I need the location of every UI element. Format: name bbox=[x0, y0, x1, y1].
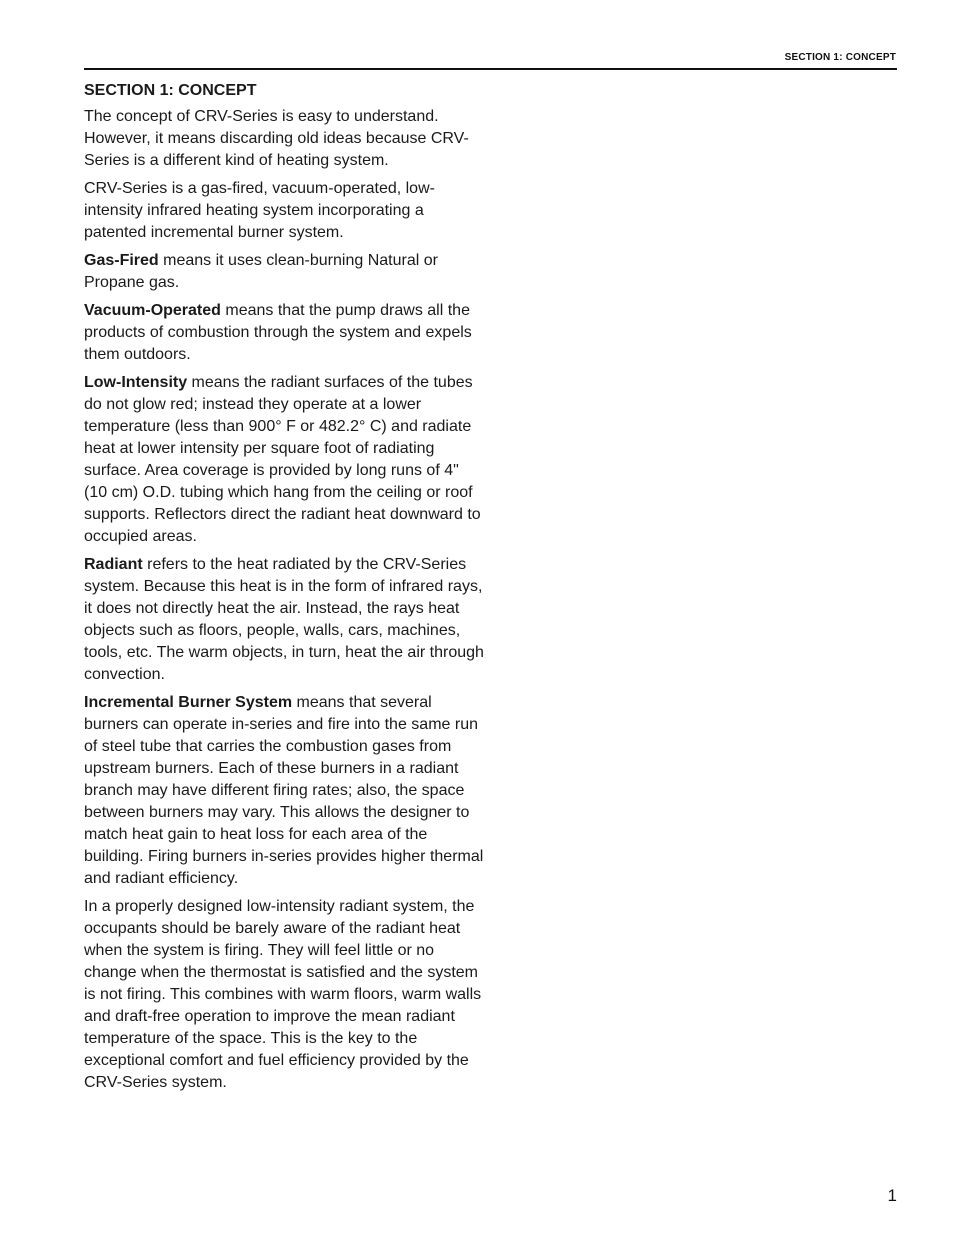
paragraph-text: CRV-Series is a gas-fired, vacuum-operated, low-intensity infrared heating system incorporating a patented incremental burner system. bbox=[84, 180, 435, 241]
running-header: SECTION 1: CONCEPT bbox=[784, 52, 896, 63]
term-gas-fired: Gas-Fired bbox=[84, 252, 159, 269]
paragraph-text: refers to the heat radiated by the CRV-Series system. Because this heat is in the form of infrared rays, it does not directly heat the air. Instead, the rays heat objects such as floors, people, walls, cars, machines, tools, etc. The warm objects, in turn, heat the air through convection. bbox=[84, 556, 484, 683]
main-column bbox=[84, 80, 486, 1100]
term-incremental-burner-system: Incremental Burner System bbox=[84, 694, 293, 711]
header-rule bbox=[84, 68, 897, 70]
paragraph-text: In a properly designed low-intensity radiant system, the occupants should be barely aware of the radiant heat when the system is firing. They will feel little or no change when the thermostat is satisfied and the system is not firing. This combines with warm floors, warm walls and draft-free operation to improve the mean radiant temperature of the space. This is the key to the exceptional comfort and fuel efficiency provided by the CRV-Series system. bbox=[84, 898, 482, 1091]
paragraph-vacuum-operated bbox=[84, 300, 486, 366]
paragraph-intro bbox=[84, 106, 486, 172]
paragraph-text: means that the pump draws all the products of combustion through the system and expels them outdoors. bbox=[84, 302, 472, 363]
term-low-intensity: Low-Intensity bbox=[84, 374, 188, 391]
paragraph-conclusion bbox=[84, 896, 486, 1094]
paragraph-gas-fired bbox=[84, 250, 486, 294]
paragraph-overview bbox=[84, 178, 486, 244]
paragraph-text: means the radiant surfaces of the tubes do not glow red; instead they operate at a lower temperature (less than 900° F or 482.2° C) and radiate heat at lower intensity per square foot of radiating surface. Area coverage is provided by long runs of 4" (10 cm) O.D. tubing which hang from the ceiling or roof supports. Reflectors direct the radiant heat downward to occupied areas. bbox=[84, 374, 481, 545]
term-vacuum-operated: Vacuum-Operated bbox=[84, 302, 221, 319]
term-radiant: Radiant bbox=[84, 556, 143, 573]
paragraph-incremental-burner bbox=[84, 692, 486, 890]
page-number: 1 bbox=[887, 1186, 897, 1205]
paragraph-radiant bbox=[84, 554, 486, 686]
paragraph-text: The concept of CRV-Series is easy to understand. However, it means discarding old ideas because CRV-Series is a different kind of heating system. bbox=[84, 108, 469, 169]
section-title: SECTION 1: CONCEPT bbox=[84, 82, 257, 99]
paragraph-text: means that several burners can operate in-series and fire into the same run of steel tube that carries the combustion gases from upstream burners. Each of these burners in a radiant branch may have different firing rates; also, the space between burners may vary. This allows the designer to match heat gain to heat loss for each area of the building. Firing burners in-series provides higher thermal and radiant efficiency. bbox=[84, 694, 484, 887]
paragraph-text: means it uses clean-burning Natural or Propane gas. bbox=[84, 252, 438, 291]
paragraph-low-intensity bbox=[84, 372, 486, 548]
